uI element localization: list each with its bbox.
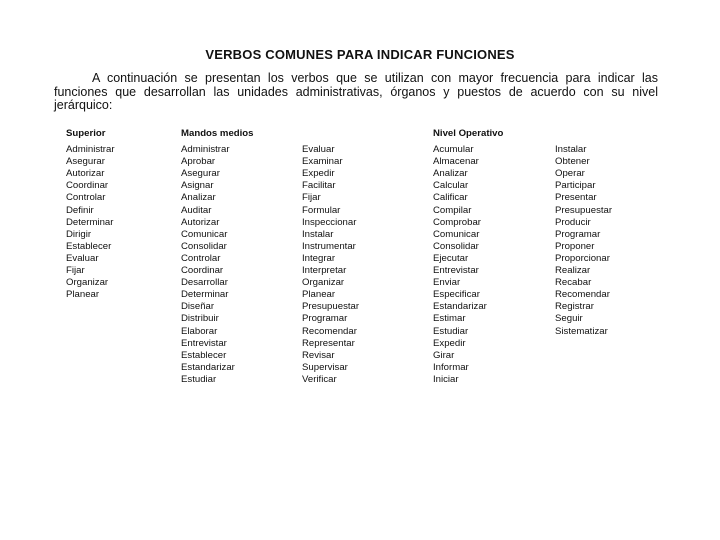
verb-item: Definir: [66, 204, 94, 216]
verb-item: Participar: [555, 180, 596, 192]
verb-item: Iniciar: [433, 373, 459, 385]
intro-paragraph: [54, 72, 658, 113]
verb-item: Coordinar: [66, 180, 109, 192]
verb-item: Girar: [433, 349, 455, 361]
verb-item: Sistematizar: [555, 325, 608, 337]
verb-item: Instalar: [302, 228, 334, 240]
verb-item: Proporcionar: [555, 252, 610, 264]
verb-item: Compilar: [433, 204, 472, 216]
verb-item: Estudiar: [433, 325, 469, 337]
verb-item: Diseñar: [181, 301, 215, 313]
header-spacer: [555, 128, 612, 140]
verb-item: Administrar: [181, 144, 230, 156]
verb-item: Comunicar: [433, 228, 480, 240]
verb-item: Recomendar: [302, 325, 357, 337]
verb-item: Elaborar: [181, 325, 218, 337]
verb-item: Interpretar: [302, 265, 347, 277]
verb-item: Administrar: [66, 144, 115, 156]
verb-item: Estandarizar: [433, 301, 487, 313]
verb-item: Proponer: [555, 240, 595, 252]
verb-item: Dirigir: [66, 228, 92, 240]
header-spacer: [302, 128, 359, 140]
verb-item: Recabar: [555, 277, 592, 289]
verb-item: Producir: [555, 216, 591, 228]
verb-item: Almacenar: [433, 156, 479, 168]
verb-item: Evaluar: [66, 252, 99, 264]
verb-item: Desarrollar: [181, 277, 228, 289]
verb-item: Especificar: [433, 289, 480, 301]
verb-item: Consolidar: [181, 240, 227, 252]
verb-list-mandos-medios-1: [181, 144, 254, 386]
verb-item: Analizar: [181, 192, 216, 204]
verb-list-nivel-operativo-1: [433, 144, 503, 386]
verb-item: Planear: [66, 289, 100, 301]
verb-item: Representar: [302, 337, 355, 349]
header-superior: Superior: [66, 128, 106, 139]
verb-item: Planear: [302, 289, 336, 301]
column-superior: [66, 128, 115, 301]
verb-item: Acumular: [433, 144, 474, 156]
verb-item: Estudiar: [181, 373, 217, 385]
verb-item: Controlar: [66, 192, 106, 204]
verb-item: Formular: [302, 204, 341, 216]
verb-item: Revisar: [302, 349, 335, 361]
verb-item: Entrevistar: [181, 337, 227, 349]
verb-item: Recomendar: [555, 289, 610, 301]
verb-item: Asignar: [181, 180, 214, 192]
verb-item: Obtener: [555, 156, 590, 168]
verb-item: Determinar: [66, 216, 114, 228]
verb-item: Organizar: [66, 277, 109, 289]
verb-item: Ejecutar: [433, 252, 469, 264]
verb-item: Asegurar: [181, 168, 220, 180]
column-mandos-medios-2: [302, 128, 359, 386]
verb-item: Establecer: [181, 349, 227, 361]
verb-item: Realizar: [555, 265, 591, 277]
verb-item: Analizar: [433, 168, 468, 180]
verb-item: Establecer: [66, 240, 112, 252]
verb-item: Expedir: [302, 168, 335, 180]
verb-item: Calificar: [433, 192, 468, 204]
verb-item: Auditar: [181, 204, 212, 216]
verb-item: Estandarizar: [181, 361, 235, 373]
verb-item: Instrumentar: [302, 240, 356, 252]
verb-item: Autorizar: [181, 216, 220, 228]
verb-item: Fijar: [66, 265, 85, 277]
header-mandos-medios: Mandos medios: [181, 128, 254, 139]
verb-item: Presupuestar: [555, 204, 613, 216]
verb-item: Aprobar: [181, 156, 216, 168]
verb-item: Presupuestar: [302, 301, 360, 313]
verb-item: Supervisar: [302, 361, 348, 373]
verb-item: Autorizar: [66, 168, 105, 180]
verb-item: Calcular: [433, 180, 469, 192]
verb-list-nivel-operativo-2: [555, 144, 612, 338]
verb-item: Verificar: [302, 373, 337, 385]
verb-item: Informar: [433, 361, 469, 373]
verb-item: Consolidar: [433, 240, 479, 252]
verb-list-mandos-medios-2: [302, 144, 359, 386]
verb-item: Facilitar: [302, 180, 336, 192]
verb-item: Programar: [555, 228, 601, 240]
column-nivel-operativo-1: [433, 128, 503, 386]
verb-item: Programar: [302, 313, 348, 325]
verb-item: Operar: [555, 168, 585, 180]
verb-item: Registrar: [555, 301, 594, 313]
verb-item: Enviar: [433, 277, 461, 289]
verb-item: Controlar: [181, 252, 221, 264]
verb-item: Comprobar: [433, 216, 481, 228]
verb-item: Estimar: [433, 313, 466, 325]
verb-item: Coordinar: [181, 265, 224, 277]
verb-list-superior: [66, 144, 115, 301]
verb-item: Integrar: [302, 252, 336, 264]
verb-item: Organizar: [302, 277, 345, 289]
verb-item: Comunicar: [181, 228, 228, 240]
verb-item: Determinar: [181, 289, 229, 301]
column-mandos-medios-1: [181, 128, 254, 386]
verb-item: Instalar: [555, 144, 587, 156]
verb-item: Evaluar: [302, 144, 335, 156]
verb-item: Expedir: [433, 337, 466, 349]
verb-item: Asegurar: [66, 156, 105, 168]
verb-item: Entrevistar: [433, 265, 479, 277]
verb-item: Fijar: [302, 192, 321, 204]
verb-item: Distribuir: [181, 313, 219, 325]
column-nivel-operativo-2: [555, 128, 612, 338]
verb-item: Seguir: [555, 313, 583, 325]
intro-text: A continuación se presentan los verbos que se utilizan con mayor frecuencia para indicar las funciones que desarrollan las unidades administrativas, órganos y puestos de acuerdo con su nivel jerárquico:: [54, 71, 658, 112]
header-nivel-operativo: Nivel Operativo: [433, 128, 504, 139]
document-title: VERBOS COMUNES PARA INDICAR FUNCIONES: [205, 47, 515, 62]
verb-item: Examinar: [302, 156, 343, 168]
verb-item: Presentar: [555, 192, 597, 204]
verb-item: Inspeccionar: [302, 216, 357, 228]
